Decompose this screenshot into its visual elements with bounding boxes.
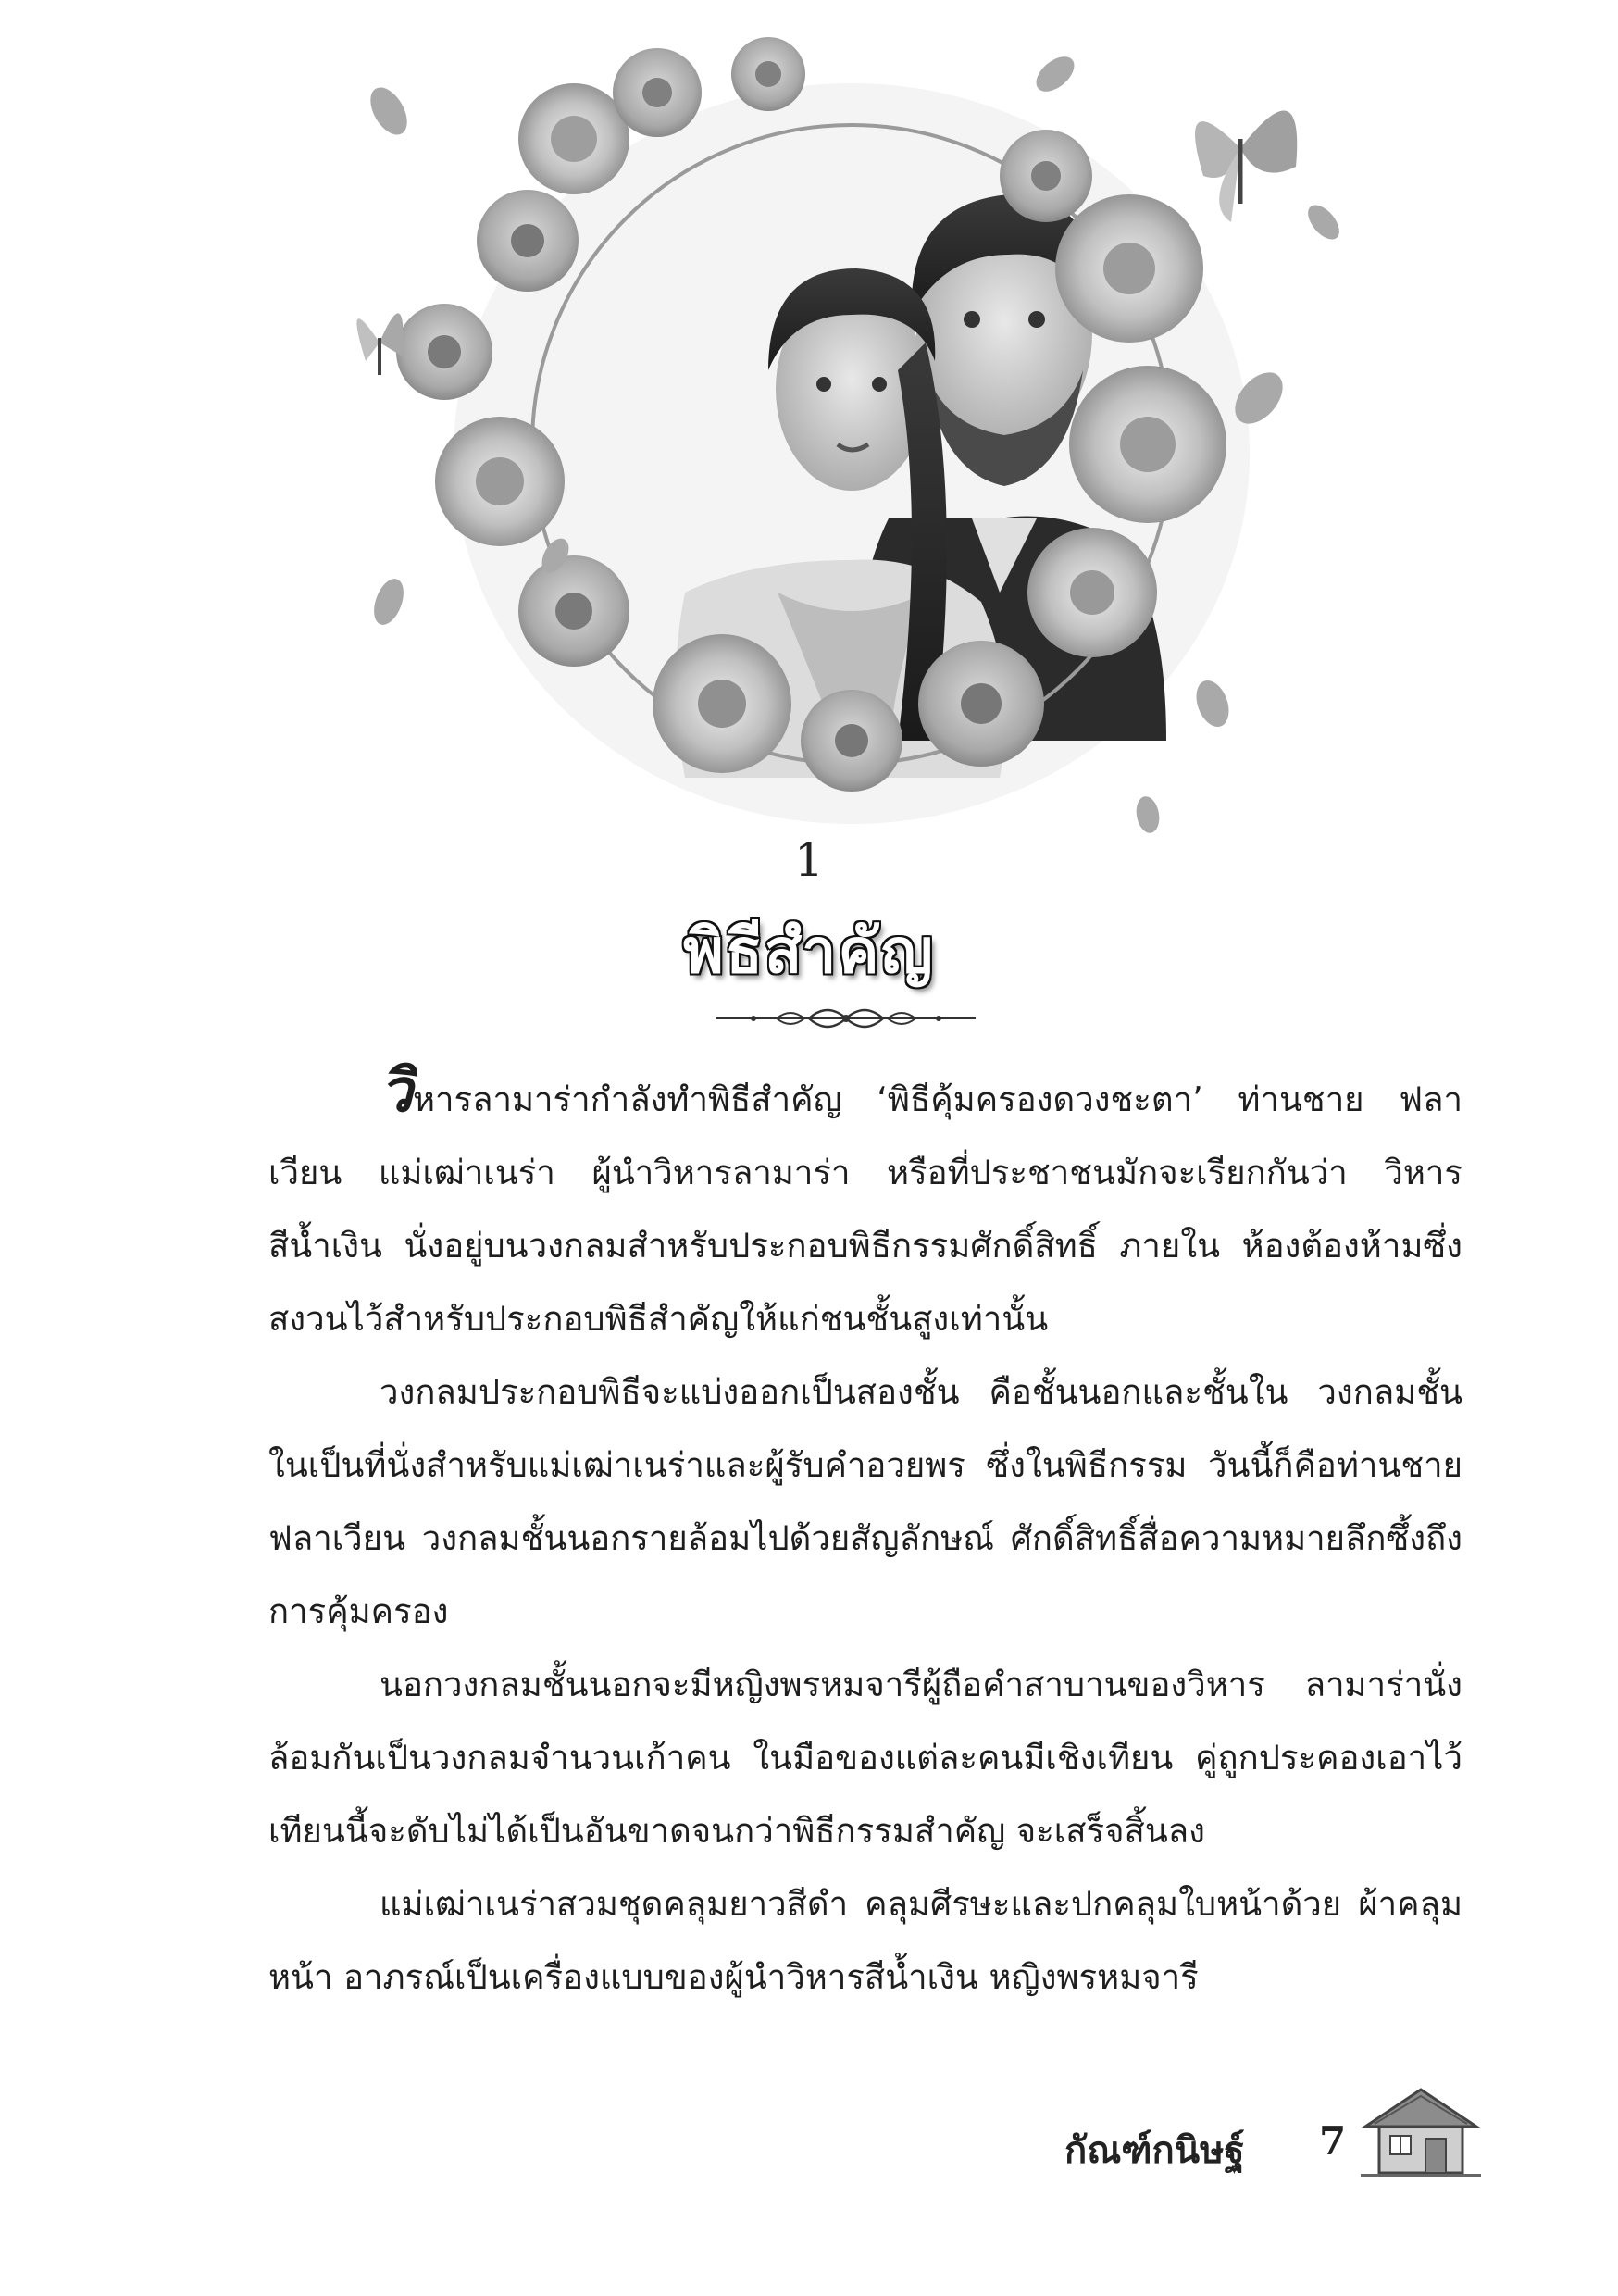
chapter-number: 1 bbox=[794, 833, 824, 887]
butterfly-icon bbox=[356, 313, 403, 375]
footer-author: กัณฑ์กนิษฐ์ bbox=[1064, 2129, 1245, 2172]
chapter-body bbox=[268, 1057, 1462, 2014]
flourish-divider-icon bbox=[716, 1000, 976, 1037]
chapter-title: พิธีสำคัญ bbox=[683, 916, 935, 987]
cover-illustration bbox=[333, 37, 1370, 870]
drop-cap: วิ bbox=[380, 1057, 413, 1126]
page-number: 7 bbox=[1319, 2118, 1347, 2164]
house-icon bbox=[1361, 2085, 1481, 2177]
butterfly-icon bbox=[1195, 111, 1297, 223]
paragraph-3: นอกวงกลมชั้นนอกจะมีหญิงพรหมจารีผู้ถือคำสาบานของวิหาร ลามาร่านั่งล้อมกันเป็นวงกลมจำนวนเก้าคน ในมือของแต่ละคนมีเชิงเทียน คู่ถูกประคองเอาไว้ เทียนนี้จะดับไม่ได้เป็นอันขาดจนกว่าพิธีกรรมสำคัญ จะเสร็จสิ้นลง bbox=[268, 1665, 1462, 1851]
paragraph-1: วิหารลามาร่ากำลังทำพิธีสำคัญ ‘พิธีคุ้มครองดวงชะตา’ ท่านชาย ฟลาเวียน แม่เฒ่าเนร่า ผู้นำวิหารลามาร่า หรือที่ประชาชนมักจะเรียกกันว่า วิหารสีน้ำเงิน นั่งอยู่บนวงกลมสำหรับประกอบพิธีกรรมศักดิ์สิทธิ์ ภายใน ห้องต้องห้ามซึ่งสงวนไว้สำหรับประกอบพิธีสำคัญให้แก่ชนชั้นสูงเท่านั้น bbox=[268, 1057, 1462, 1339]
paragraph-4: แม่เฒ่าเนร่าสวมชุดคลุมยาวสีดำ คลุมศีรษะและปกคลุมใบหน้าด้วย ผ้าคลุมหน้า อาภรณ์เป็นเครื่องแบบของผู้นำวิหารสีน้ำเงิน หญิงพรหมจารี bbox=[268, 1884, 1462, 1997]
paragraph-2: วงกลมประกอบพิธีจะแบ่งออกเป็นสองชั้น คือชั้นนอกและชั้นใน วงกลมชั้นในเป็นที่นั่งสำหรับแม่เฒ่าเนร่าและผู้รับคำอวยพร ซึ่งในพิธีกรรม วันนี้ก็คือท่านชายฟลาเวียน วงกลมชั้นนอกรายล้อมไปด้วยสัญลักษณ์ ศักดิ์สิทธิ์สื่อความหมายลึกซึ้งถึงการคุ้มครอง bbox=[268, 1372, 1462, 1631]
